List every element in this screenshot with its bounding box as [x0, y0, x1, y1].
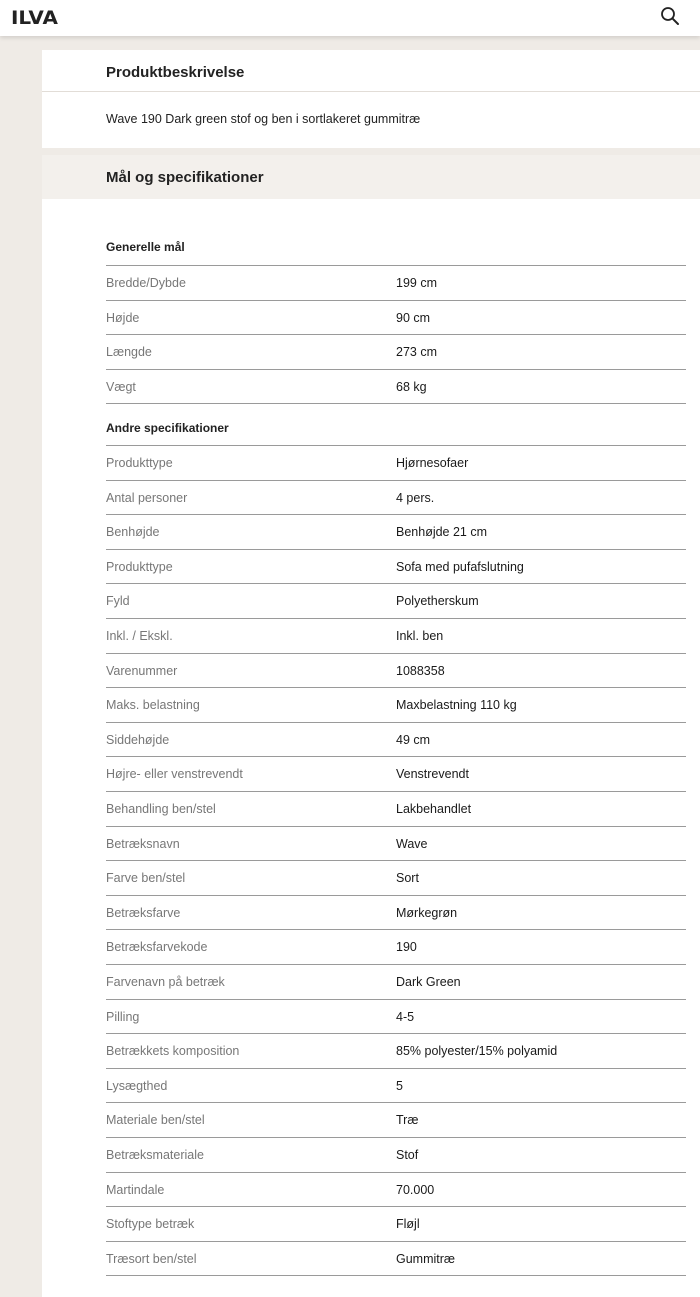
spec-row-produkttype — [106, 445, 686, 480]
spec-value: Fløjl — [396, 1217, 420, 1232]
specifications-title: Mål og specifikationer — [106, 169, 264, 186]
spec-value: Lakbehandlet — [396, 802, 472, 816]
spec-row-bredde-dybde — [106, 265, 686, 300]
spec-value: Hjørnesofaer — [396, 456, 469, 470]
table-divider — [106, 403, 686, 404]
spec-row-varenummer — [106, 653, 686, 688]
spec-value: Maxbelastning 110 kg — [396, 698, 517, 713]
spec-value: Inkl. ben — [396, 629, 444, 643]
spec-value: 4 pers. — [396, 490, 435, 505]
spec-label: Højre- eller venstrevendt — [106, 767, 243, 782]
spec-label: Bredde/Dybde — [106, 276, 186, 290]
top-navigation-bar — [0, 0, 700, 36]
spec-row-betr-ksnavn — [106, 826, 686, 861]
spec-label: Betræksmateriale — [106, 1148, 204, 1162]
spec-value: Wave — [396, 836, 428, 851]
spec-row-fyld — [106, 583, 686, 618]
spec-label: Betræksnavn — [106, 836, 180, 851]
spec-value: 49 cm — [396, 732, 431, 747]
spec-label: Antal personer — [106, 490, 188, 505]
spec-label: Siddehøjde — [106, 732, 170, 747]
spec-value: 90 cm — [396, 310, 431, 325]
spec-value: 190 — [396, 940, 417, 955]
spec-label: Produkttype — [106, 559, 173, 574]
spec-row-produkttype — [106, 549, 686, 584]
spec-label: Martindale — [106, 1182, 165, 1197]
spec-row-martindale — [106, 1172, 686, 1207]
spec-row-betr-ksfarvekode — [106, 929, 686, 964]
product-description-text: Wave 190 Dark green stof og ben i sortlakeret gummitræ — [106, 112, 421, 126]
spec-value: Gummitræ — [396, 1251, 456, 1266]
spec-row-pilling — [106, 999, 686, 1034]
spec-row-betr-ksfarve — [106, 895, 686, 930]
spec-label: Varenummer — [106, 663, 178, 678]
product-description-title: Produktbeskrivelse — [106, 64, 245, 81]
ilva-logo[interactable]: ILVA — [11, 7, 58, 29]
specifications-header[interactable] — [42, 155, 700, 199]
spec-value: Venstrevendt — [396, 767, 469, 782]
other-specifications-title: Andre specifikationer — [106, 421, 229, 435]
spec-label: Farve ben/stel — [106, 871, 186, 886]
spec-label: Betrækkets komposition — [106, 1044, 240, 1059]
spec-label: Lysægthed — [106, 1078, 168, 1093]
spec-row-antal-personer — [106, 480, 686, 515]
spec-row-benh-jde — [106, 514, 686, 549]
spec-label: Vægt — [106, 379, 136, 394]
search-icon[interactable] — [660, 6, 680, 26]
product-description-panel — [42, 50, 700, 148]
spec-value: Sort — [396, 871, 419, 886]
spec-row-lys-gthed — [106, 1068, 686, 1103]
spec-value: 199 cm — [396, 276, 437, 290]
general-dimensions-title: Generelle mål — [106, 240, 185, 254]
spec-value: Mørkegrøn — [396, 905, 458, 920]
product-description-header[interactable] — [42, 50, 700, 92]
spec-label: Betræksfarve — [106, 905, 181, 920]
spec-value: 5 — [396, 1078, 403, 1093]
spec-value: Benhøjde 21 cm — [396, 525, 488, 540]
spec-row-stoftype-betr-k — [106, 1206, 686, 1241]
spec-label: Produkttype — [106, 456, 173, 470]
spec-value: Stof — [396, 1148, 419, 1162]
spec-label: Behandling ben/stel — [106, 802, 216, 816]
spec-row-materiale-ben-stel — [106, 1102, 686, 1137]
spec-row-tr-sort-ben-stel — [106, 1241, 686, 1276]
spec-value: 85% polyester/15% polyamid — [396, 1044, 558, 1059]
specifications-panel — [42, 155, 700, 1297]
spec-row-l-ngde — [106, 334, 686, 369]
spec-label: Pilling — [106, 1009, 140, 1024]
spec-row-behandling-ben-stel — [106, 791, 686, 826]
spec-value: 68 kg — [396, 379, 427, 394]
table-divider — [106, 1275, 686, 1276]
spec-value: Træ — [396, 1113, 419, 1128]
spec-label: Fyld — [106, 594, 130, 609]
spec-label: Materiale ben/stel — [106, 1113, 205, 1128]
spec-label: Inkl. / Ekskl. — [106, 629, 173, 643]
spec-label: Farvenavn på betræk — [106, 975, 225, 989]
spec-row-h-jre-eller-venstrevendt — [106, 756, 686, 791]
spec-value: Sofa med pufafslutning — [396, 559, 524, 574]
spec-row-maks-belastning — [106, 687, 686, 722]
spec-label: Træsort ben/stel — [106, 1251, 197, 1266]
spec-label: Højde — [106, 310, 140, 325]
spec-row-betr-ksmateriale — [106, 1137, 686, 1172]
spec-value: 1088358 — [396, 663, 445, 678]
spec-row-siddeh-jde — [106, 722, 686, 757]
spec-row-farve-ben-stel — [106, 860, 686, 895]
spec-label: Betræksfarvekode — [106, 940, 208, 955]
spec-value: Dark Green — [396, 975, 461, 989]
spec-label: Stoftype betræk — [106, 1217, 195, 1232]
spec-value: 273 cm — [396, 345, 437, 360]
spec-row-h-jde — [106, 300, 686, 335]
spec-label: Maks. belastning — [106, 698, 200, 713]
spec-label: Benhøjde — [106, 525, 160, 540]
spec-row-inkl-ekskl — [106, 618, 686, 653]
spec-row-v-gt — [106, 369, 686, 404]
spec-row-farvenavn-pa-betr-k — [106, 964, 686, 999]
spec-row-betr-kkets-komposition — [106, 1033, 686, 1068]
spec-label: Længde — [106, 345, 152, 360]
spec-value: Polyetherskum — [396, 594, 479, 609]
spec-value: 70.000 — [396, 1182, 435, 1197]
spec-value: 4-5 — [396, 1009, 415, 1024]
